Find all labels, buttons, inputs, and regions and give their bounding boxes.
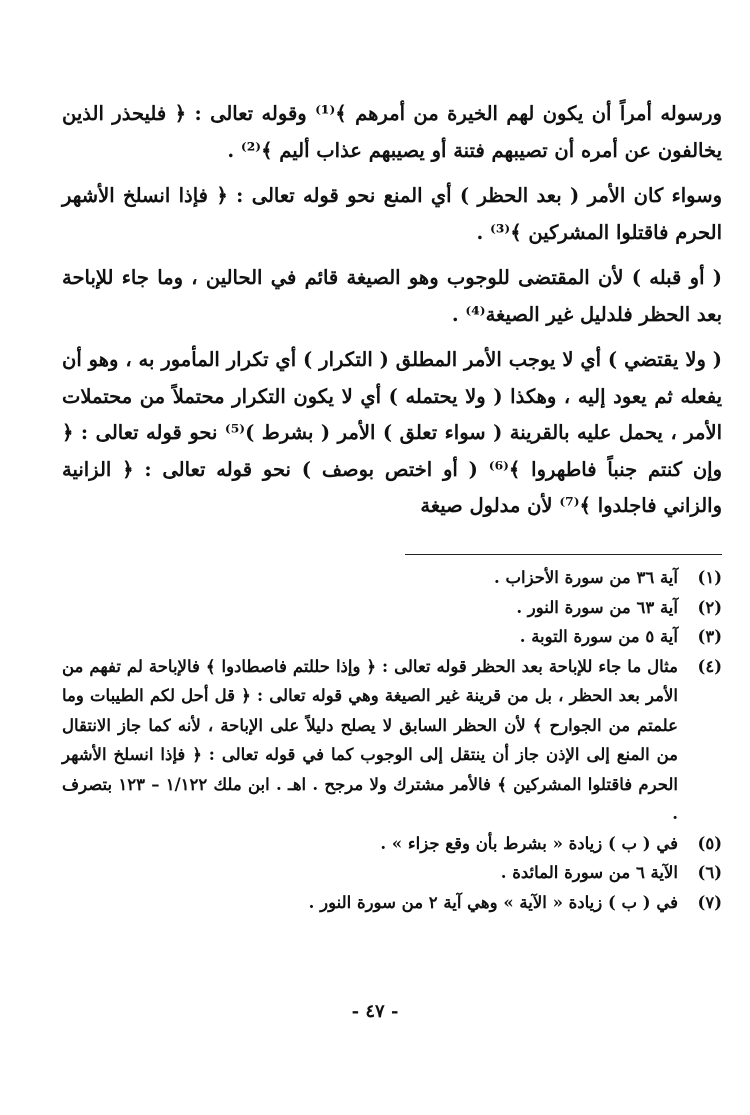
footnote-number: (١)	[697, 568, 722, 587]
footnote-text: في ( ب ) زيادة « بشرط بأن وقع جزاء » .	[380, 833, 678, 853]
footnote-text: في ( ب ) زيادة « الآية » وهي آية ٢ من سورة النور .	[308, 892, 678, 912]
footnote-2	[62, 593, 722, 623]
footnote-text: آية ٣٦ من سورة الأحزاب .	[493, 568, 678, 587]
footnote-text: آية ٦٣ من سورة النور .	[516, 597, 678, 617]
footnote-number: (٧)	[697, 892, 722, 912]
page-number: - ٤٧ -	[351, 1001, 399, 1022]
footnote-number: (٣)	[697, 627, 722, 646]
footnote-text: الآية ٦ من سورة المائدة .	[500, 863, 678, 882]
paragraph-1: ورسوله أمراً أن يكون لهم الخيرة من أمرهم ﴾⁽¹⁾ وقوله تعالى : ﴿ فليحذر الذين يخالفون عن أمره أن تصيبهم فتنة أو يصيبهم عذاب أليم ﴾⁽²⁾ .	[62, 102, 722, 162]
footnote-1	[62, 563, 722, 593]
footnote-number: (٦)	[697, 863, 722, 882]
paragraph-4: ( ولا يقتضي ) أي لا يوجب الأمر المطلق ( التكرار ) أي تكرار المأمور به ، وهو أن يفعله ثم يعود إليه ، وهكذا ( ولا يحتمله ) أي لا يكون التكرار محتملاً من محتملات الأمر ، يحمل عليه بالقرينة ( سواء تعلق ) الأمر ( بشرط )⁽⁵⁾ نحو قوله تعالى : ﴿ وإن كنتم جنباً فاطهروا ﴾⁽⁶⁾ ( أو اختص بوصف ) نحو قوله تعالى : ﴿ الزانية والزاني فاجلدوا ﴾⁽⁷⁾ لأن مدلول صيغة	[62, 348, 722, 517]
footnote-4	[62, 652, 722, 829]
footnote-number: (٢)	[697, 597, 722, 617]
paragraph-2: وسواء كان الأمر ( بعد الحظر ) أي المنع نحو قوله تعالى : ﴿ فإذا انسلخ الأشهر الحرم فاقتلوا المشركين ﴾⁽³⁾ .	[62, 184, 722, 244]
footnote-number: (٤)	[697, 656, 722, 676]
footnotes	[62, 563, 722, 917]
footnote-separator	[405, 554, 722, 555]
footnote-7	[62, 888, 722, 918]
paragraph-3: ( أو قبله ) لأن المقتضى للوجوب وهو الصيغة قائم في الحالين ، وما جاء للإباحة بعد الحظر فلدليل غير الصيغة⁽⁴⁾ .	[62, 266, 722, 326]
footnote-6	[62, 858, 722, 888]
footnote-text: آية ٥ من سورة التوبة .	[519, 627, 678, 646]
main-text	[62, 96, 722, 525]
footnote-3	[62, 622, 722, 652]
footnote-text: مثال ما جاء للإباحة بعد الحظر قوله تعالى : ﴿ وإذا حللتم فاصطادوا ﴾ فالإباحة لم تفهم من الأمر بعد الحظر ، بل من قرينة غير الصيغة وهي قوله تعالى : ﴿ قل أحل لكم الطيبات وما علمتم من الجوارح ﴾ لأن الحظر السابق لا يصلح دليلاً على الإباحة ، لأنه كما جاز الانتقال من المنع إلى الإذن جاز أن ينتقل إلى الوجوب كما في قوله تعالى : ﴿ فإذا انسلخ الأشهر الحرم فاقتلوا المشركين ﴾ فالأمر مشترك ولا مرجح . اهـ . ابن ملك ١/١٢٢ – ١٢٣ بتصرف .	[62, 656, 678, 823]
footnote-number: (٥)	[697, 833, 722, 853]
footnote-5	[62, 829, 722, 859]
